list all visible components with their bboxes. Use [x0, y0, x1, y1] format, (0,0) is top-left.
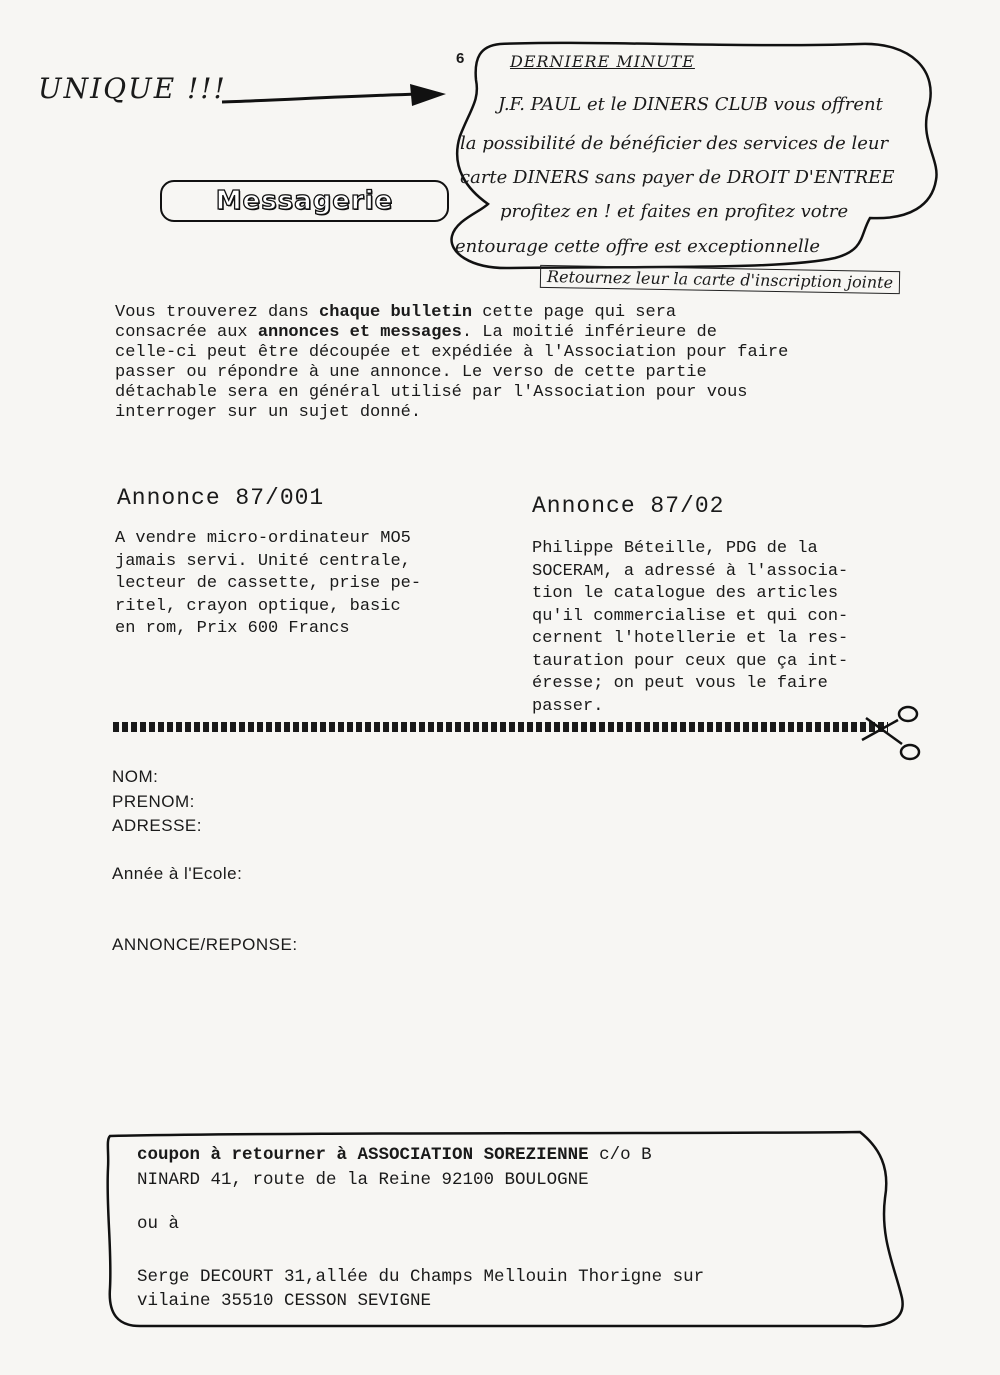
note-line: carte DINERS sans payer de DROIT D'ENTREE	[460, 167, 895, 188]
scissors-icon	[858, 700, 928, 770]
annonce-line: lecteur de cassette, prise pe-	[115, 574, 422, 593]
annonce-body	[115, 528, 475, 641]
bold-phrase: chaque bulletin	[319, 303, 473, 322]
note-line: J.F. PAUL et le DINERS CLUB vous offrent	[498, 94, 883, 115]
intro-line: détachable sera en général utilisé par l'Association pour vous	[115, 383, 748, 402]
intro-line: passer ou répondre à une annonce. Le verso de cette partie	[115, 363, 707, 382]
note-line: la possibilité de bénéficier des services de leur	[460, 133, 889, 154]
coupon-line: ou à	[137, 1214, 180, 1234]
form-label-nom: NOM:	[112, 767, 159, 786]
intro-paragraph	[115, 303, 895, 423]
annonce-line: qu'il commercialise et qui con-	[532, 606, 849, 626]
coupon-co: c/o B	[588, 1145, 652, 1165]
annonce-line: ritel, crayon optique, basic	[115, 596, 401, 616]
section-title: Messagerie	[215, 186, 394, 216]
cut-line	[113, 722, 888, 732]
coupon-line	[137, 1143, 652, 1167]
page-number: 6	[456, 50, 465, 67]
annonce-line: jamais servi. Unité centrale,	[115, 551, 411, 571]
note-line: profitez en ! et faites en profitez votre	[500, 201, 849, 222]
annonce-line: tauration pour ceux que ça int-	[532, 651, 849, 671]
coupon-org: ASSOCIATION SOREZIENNE	[357, 1145, 589, 1165]
coupon-line: NINARD 41, route de la Reine 92100 BOULOGNE	[137, 1170, 589, 1190]
annonce-line: cernent l'hotellerie et la res-	[532, 629, 849, 648]
intro-line: interroger sur un sujet donné.	[115, 403, 422, 422]
annonce-line: A vendre micro-ordinateur MO5	[115, 529, 411, 548]
annonce-line: passer.	[532, 696, 604, 716]
bold-phrase: annonces et messages	[257, 323, 462, 342]
intro-line: consacrée aux annonces et messages. La moitié inférieure de	[115, 323, 717, 342]
form-label-prenom: PRENOM:	[112, 792, 195, 811]
coupon-lead: coupon à retourner à	[137, 1145, 358, 1165]
annonce-body	[532, 538, 892, 718]
arrow-right-icon	[220, 80, 460, 120]
form-label-annee: Année à l'Ecole:	[112, 864, 243, 883]
coupon-line: Serge DECOURT 31,allée du Champs Mellouin Thorigne sur	[137, 1267, 705, 1287]
annonce-title: Annonce 87/001	[117, 485, 325, 511]
section-title-badge	[160, 180, 449, 222]
form-label-annonce: ANNONCE/REPONSE:	[112, 935, 298, 954]
unique-handwritten-note: UNIQUE !!!	[38, 72, 227, 105]
annonce-line: éresse; on peut vous le faire	[532, 674, 828, 693]
note-boxed-line: Retournez leur la carte d'inscription jointe	[540, 265, 900, 294]
form-label-adresse: ADRESSE:	[112, 816, 202, 835]
coupon-line: vilaine 35510 CESSON SEVIGNE	[137, 1291, 432, 1311]
annonce-line: en rom, Prix 600 Francs	[115, 619, 350, 638]
annonce-line: tion le catalogue des articles	[532, 584, 839, 603]
intro-line: celle-ci peut être découpée et expédiée à l'Association pour faire	[115, 343, 789, 362]
annonce-title: Annonce 87/02	[532, 493, 725, 519]
last-minute-title: DERNIERE MINUTE	[510, 52, 695, 71]
intro-line: Vous trouverez dans chaque bulletin cette page qui sera	[115, 303, 677, 322]
annonce-line: Philippe Béteille, PDG de la	[532, 539, 818, 558]
note-line: entourage cette offre est exceptionnelle	[455, 236, 821, 257]
annonce-line: SOCERAM, a adressé à l'associa-	[532, 561, 849, 581]
